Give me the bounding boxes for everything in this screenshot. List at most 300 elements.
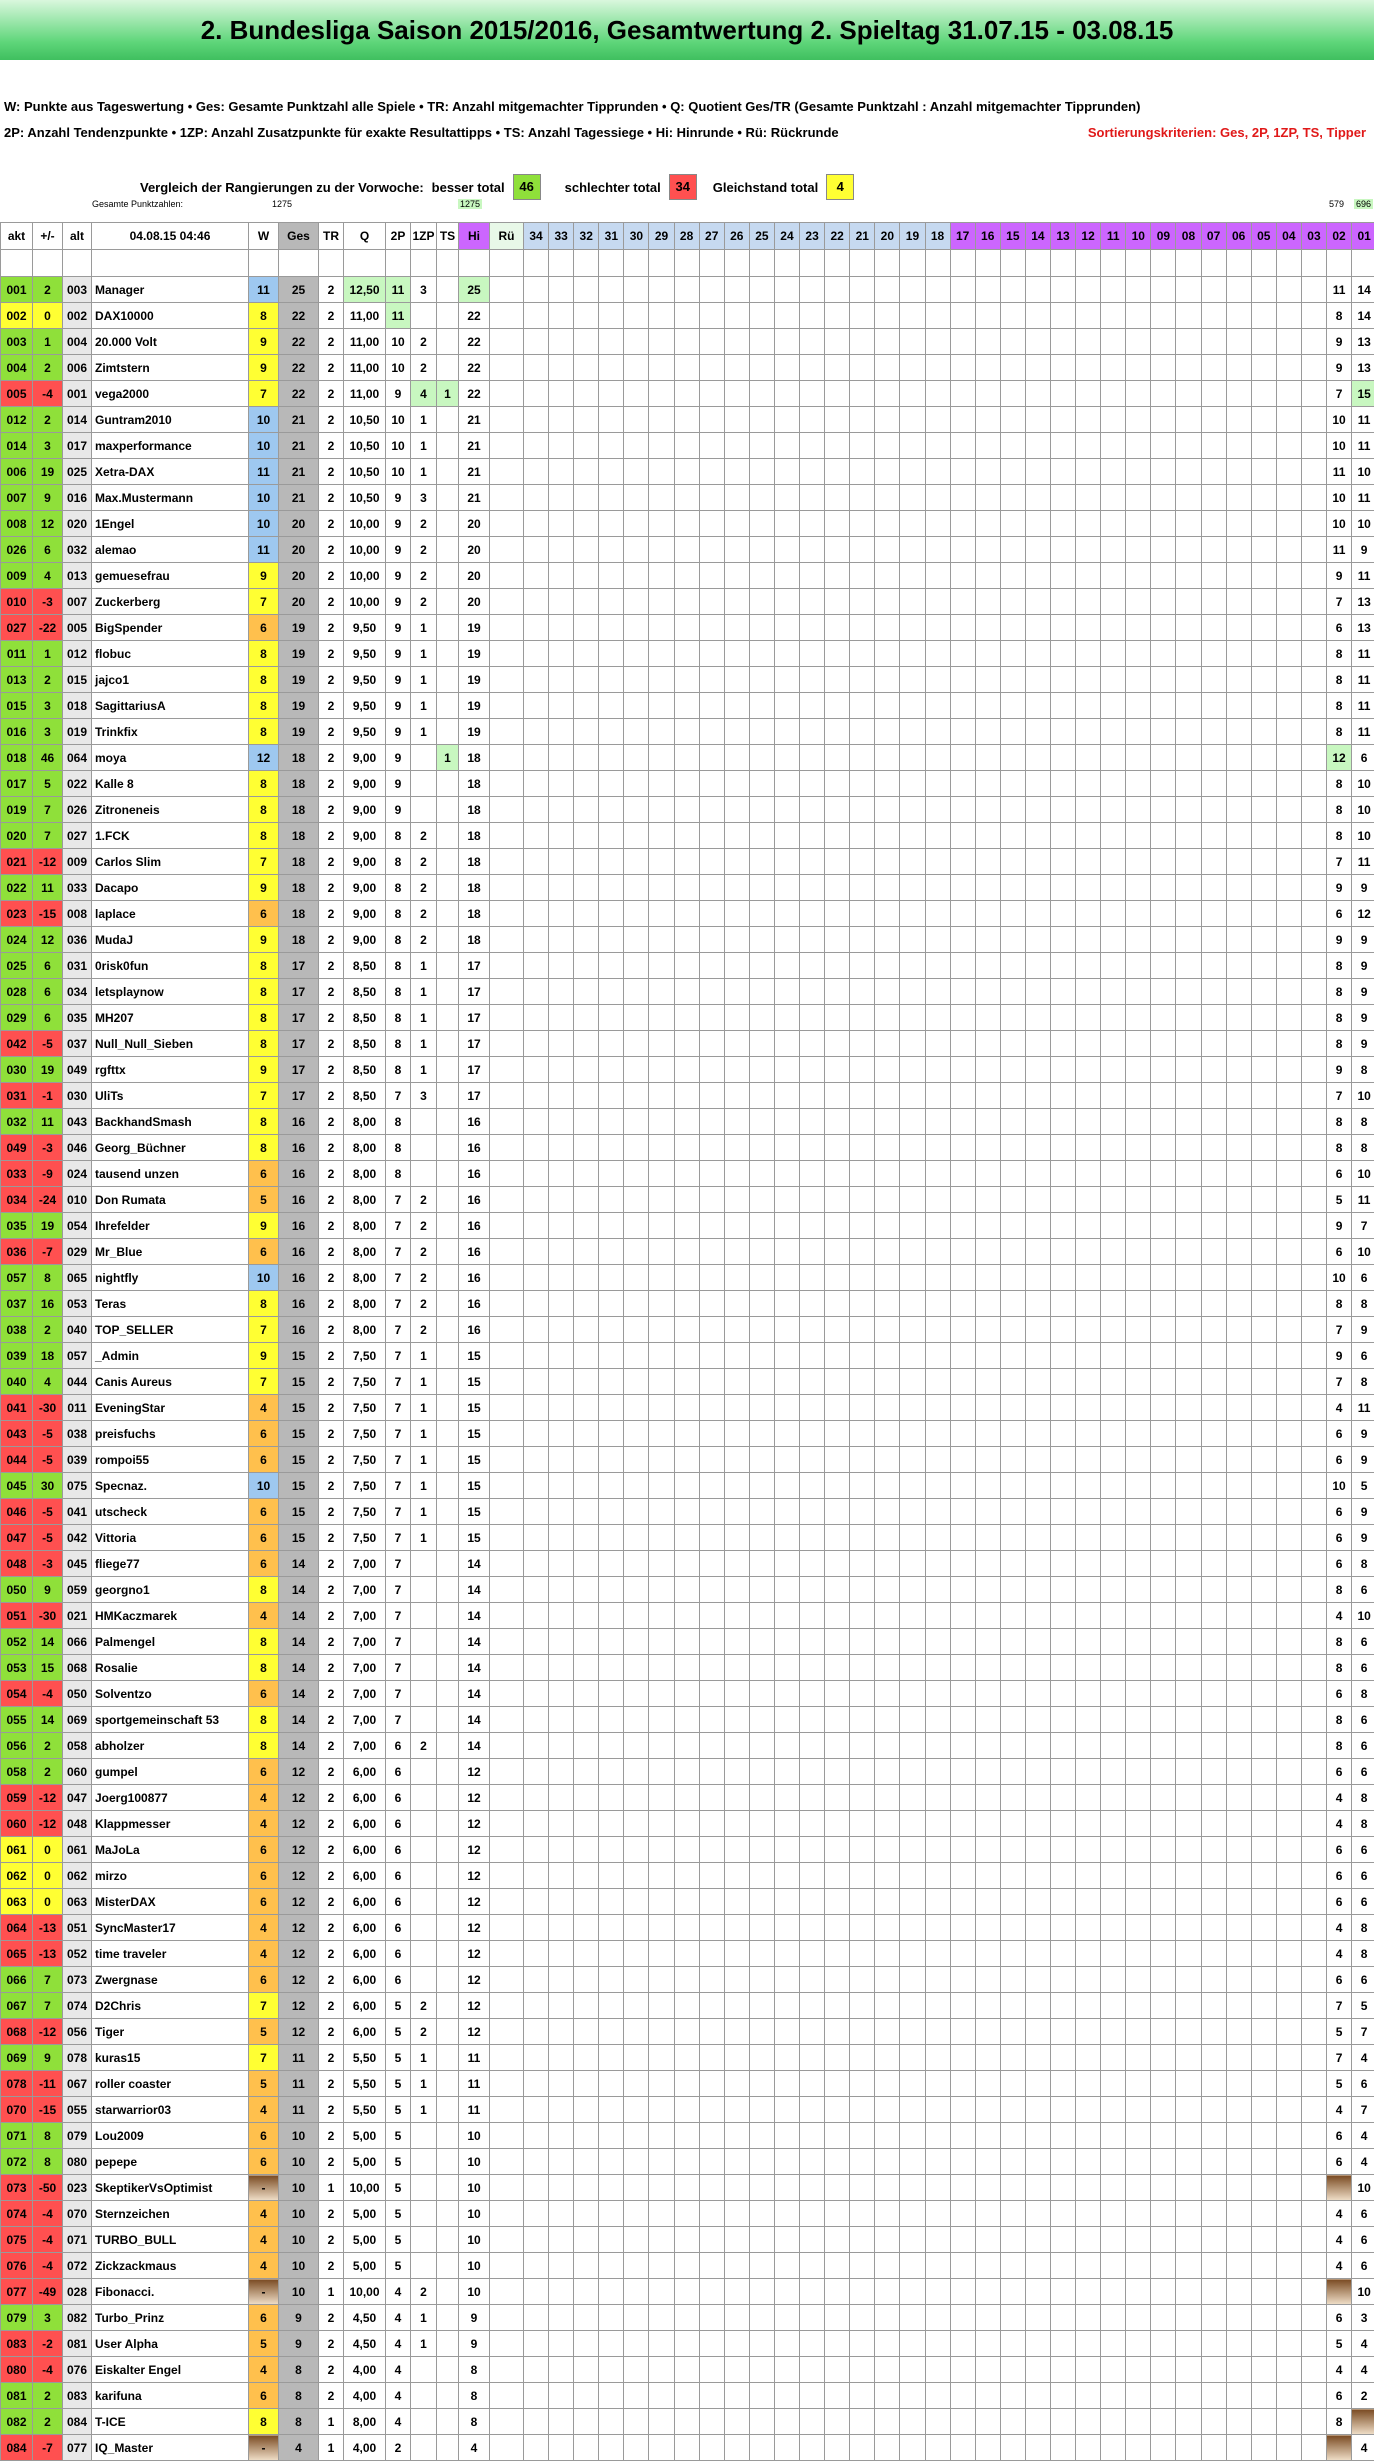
cell-day-empty <box>774 537 799 563</box>
cell-day-empty <box>900 1109 925 1135</box>
cell-day-02: 6 <box>1327 2149 1352 2175</box>
cell-day-empty <box>1301 927 1326 953</box>
cell-day-empty <box>975 2279 1000 2305</box>
spacer-cell <box>344 250 386 277</box>
cell-hi: 22 <box>459 355 490 381</box>
cell-day-02: 6 <box>1327 1421 1352 1447</box>
cell-p2: 7 <box>386 1291 411 1317</box>
cell-day-empty <box>800 1993 825 2019</box>
cell-day-empty <box>524 355 549 381</box>
cell-day-empty <box>524 719 549 745</box>
cell-day-empty <box>599 1369 624 1395</box>
cell-day-empty <box>549 2279 574 2305</box>
cell-day-empty <box>574 1603 599 1629</box>
cell-day-empty <box>1025 823 1050 849</box>
cell-w: 6 <box>249 1421 279 1447</box>
cell-w: 7 <box>249 589 279 615</box>
cell-day-empty <box>749 1629 774 1655</box>
cell-day-empty <box>1176 1941 1201 1967</box>
cell-day-empty <box>599 433 624 459</box>
cell-day-empty <box>1151 1863 1176 1889</box>
cell-day-empty <box>1025 1369 1050 1395</box>
cell-day-empty <box>1251 2435 1276 2461</box>
cell-hi: 10 <box>459 2201 490 2227</box>
cell-zp <box>411 1889 437 1915</box>
cell-ru <box>490 1655 524 1681</box>
header-day-30: 30 <box>624 223 649 250</box>
cell-day-empty <box>699 1863 724 1889</box>
cell-akt: 021 <box>1 849 33 875</box>
cell-akt: 064 <box>1 1915 33 1941</box>
cell-ts <box>437 1057 459 1083</box>
cell-day-empty <box>800 2227 825 2253</box>
cell-day-empty <box>1276 693 1301 719</box>
cell-day-empty <box>925 797 950 823</box>
cell-day-empty <box>1050 2227 1075 2253</box>
cell-day-empty <box>549 2175 574 2201</box>
cell-day-empty <box>925 1057 950 1083</box>
cell-day-empty <box>825 2409 850 2435</box>
cell-day-empty <box>875 745 900 771</box>
cell-akt: 010 <box>1 589 33 615</box>
cell-day-empty <box>975 1863 1000 1889</box>
cell-akt: 025 <box>1 953 33 979</box>
cell-day-empty <box>524 1291 549 1317</box>
cell-day-empty <box>1101 901 1126 927</box>
cell-day-empty <box>1226 1317 1251 1343</box>
cell-day-empty <box>1226 459 1251 485</box>
cell-day-empty <box>549 1447 574 1473</box>
cell-ts <box>437 1343 459 1369</box>
table-row <box>1 1005 1374 1031</box>
cell-day-empty <box>574 2123 599 2149</box>
cell-day-empty <box>574 1291 599 1317</box>
cell-alt: 073 <box>63 1967 92 1993</box>
cell-day-empty <box>649 1369 674 1395</box>
table-row <box>1 1837 1374 1863</box>
cell-day-empty <box>1176 1291 1201 1317</box>
cell-akt: 033 <box>1 1161 33 1187</box>
cell-day-empty <box>1176 927 1201 953</box>
cell-day-empty <box>800 589 825 615</box>
cell-day-empty <box>950 927 975 953</box>
cell-day-empty <box>1251 407 1276 433</box>
cell-day-empty <box>1050 2305 1075 2331</box>
cell-day-empty <box>1050 1369 1075 1395</box>
cell-alt: 064 <box>63 745 92 771</box>
cell-day-empty <box>524 1369 549 1395</box>
cell-day-empty <box>800 277 825 303</box>
header-day-34: 34 <box>524 223 549 250</box>
cell-day-01: 5 <box>1352 1473 1374 1499</box>
cell-hi: 21 <box>459 485 490 511</box>
cell-day-01: 11 <box>1352 719 1374 745</box>
cell-day-empty <box>925 459 950 485</box>
cell-day-empty <box>774 1187 799 1213</box>
cell-alt: 078 <box>63 2045 92 2071</box>
cell-day-empty <box>1276 1733 1301 1759</box>
cell-day-empty <box>1201 277 1226 303</box>
cell-day-empty <box>825 1265 850 1291</box>
cell-day-empty <box>1301 2383 1326 2409</box>
spacer-cell <box>279 250 319 277</box>
cell-zp: 1 <box>411 979 437 1005</box>
cell-day-empty <box>749 433 774 459</box>
cell-day-empty <box>624 1655 649 1681</box>
cell-ts <box>437 459 459 485</box>
cell-day-empty <box>724 823 749 849</box>
cell-day-empty <box>549 719 574 745</box>
cell-day-01: 15 <box>1352 381 1374 407</box>
cell-day-empty <box>524 771 549 797</box>
cell-day-empty <box>825 1629 850 1655</box>
cell-day-empty <box>1276 1343 1301 1369</box>
cell-day-empty <box>1101 1187 1126 1213</box>
cell-day-empty <box>1301 901 1326 927</box>
cell-day-02: 9 <box>1327 355 1352 381</box>
cell-day-empty <box>1076 1811 1101 1837</box>
cell-day-empty <box>825 1291 850 1317</box>
cell-day-empty <box>950 1057 975 1083</box>
cell-hi: 12 <box>459 1967 490 1993</box>
cell-p2: 9 <box>386 537 411 563</box>
cell-day-empty <box>1151 1603 1176 1629</box>
cell-day-empty <box>1126 1915 1151 1941</box>
cell-day-empty <box>1201 1655 1226 1681</box>
totals-ges: 1275 <box>272 199 293 209</box>
table-row <box>1 2279 1374 2305</box>
cell-alt: 002 <box>63 303 92 329</box>
cell-ts <box>437 407 459 433</box>
cell-day-empty <box>1201 433 1226 459</box>
cell-day-empty <box>699 667 724 693</box>
cell-zp <box>411 2227 437 2253</box>
cell-akt: 003 <box>1 329 33 355</box>
cell-day-empty <box>649 719 674 745</box>
cell-day-empty <box>1101 1317 1126 1343</box>
cell-day-empty <box>1301 1577 1326 1603</box>
cell-day-01 <box>1352 2409 1374 2435</box>
cell-day-empty <box>699 927 724 953</box>
cell-pm: 9 <box>33 2045 63 2071</box>
cell-day-empty <box>549 2123 574 2149</box>
cell-day-empty <box>975 563 1000 589</box>
cell-zp: 2 <box>411 875 437 901</box>
cell-day-empty <box>724 2175 749 2201</box>
cell-day-empty <box>1226 1733 1251 1759</box>
cell-day-empty <box>1276 2019 1301 2045</box>
cell-day-empty <box>900 1941 925 1967</box>
cell-day-empty <box>1276 303 1301 329</box>
cell-day-empty <box>1276 2071 1301 2097</box>
cell-day-empty <box>1101 641 1126 667</box>
cell-day-empty <box>950 1447 975 1473</box>
header-day-04: 04 <box>1276 223 1301 250</box>
cell-hi: 19 <box>459 641 490 667</box>
header-ges: Ges <box>279 223 319 250</box>
cell-tr: 2 <box>319 1499 344 1525</box>
cell-day-01: 10 <box>1352 1083 1374 1109</box>
cell-day-empty <box>599 329 624 355</box>
cell-day-empty <box>749 1395 774 1421</box>
cell-tr: 2 <box>319 615 344 641</box>
cell-day-empty <box>1151 849 1176 875</box>
cell-day-empty <box>574 1369 599 1395</box>
cell-day-empty <box>1126 1941 1151 1967</box>
cell-day-empty <box>1000 1551 1025 1577</box>
cell-ru <box>490 1109 524 1135</box>
cell-day-empty <box>1176 953 1201 979</box>
cell-q: 7,00 <box>344 1707 386 1733</box>
cell-day-empty <box>549 1551 574 1577</box>
cell-day-empty <box>1126 1993 1151 2019</box>
cell-day-empty <box>1050 1473 1075 1499</box>
cell-day-01: 6 <box>1352 1837 1374 1863</box>
cell-day-empty <box>1151 1525 1176 1551</box>
cell-pm: -15 <box>33 901 63 927</box>
cell-day-empty <box>925 2305 950 2331</box>
cell-day-empty <box>599 1135 624 1161</box>
cell-day-empty <box>850 2435 875 2461</box>
cell-day-empty <box>574 2383 599 2409</box>
cell-day-empty <box>1201 1785 1226 1811</box>
cell-day-empty <box>1226 1811 1251 1837</box>
cell-hi: 11 <box>459 2097 490 2123</box>
cell-day-empty <box>749 589 774 615</box>
spacer-cell <box>925 250 950 277</box>
cell-day-empty <box>574 303 599 329</box>
cell-day-empty <box>825 797 850 823</box>
cell-day-empty <box>1000 1135 1025 1161</box>
cell-day-empty <box>1076 2383 1101 2409</box>
page-title: 2. Bundesliga Saison 2015/2016, Gesamtwertung 2. Spieltag 31.07.15 - 03.08.15 <box>0 0 1374 60</box>
cell-name: HMKaczmarek <box>92 1603 249 1629</box>
cell-ges: 22 <box>279 329 319 355</box>
cell-day-empty <box>900 563 925 589</box>
cell-day-empty <box>950 2357 975 2383</box>
cell-day-empty <box>850 1785 875 1811</box>
cell-day-empty <box>1201 1239 1226 1265</box>
cell-day-empty <box>925 1161 950 1187</box>
cell-day-empty <box>950 1265 975 1291</box>
cell-day-empty <box>1226 771 1251 797</box>
cell-ts <box>437 1473 459 1499</box>
cell-p2: 8 <box>386 1135 411 1161</box>
cell-day-empty <box>574 719 599 745</box>
cell-day-empty <box>674 2149 699 2175</box>
cell-day-empty <box>774 2435 799 2461</box>
cell-pm: 2 <box>33 667 63 693</box>
table-row <box>1 1915 1374 1941</box>
cell-q: 8,50 <box>344 953 386 979</box>
cell-tr: 2 <box>319 901 344 927</box>
cell-day-empty <box>850 329 875 355</box>
cell-day-empty <box>875 303 900 329</box>
cell-ts <box>437 823 459 849</box>
cell-day-empty <box>1176 1551 1201 1577</box>
cell-q: 7,00 <box>344 1655 386 1681</box>
cell-day-empty <box>975 381 1000 407</box>
cell-p2: 8 <box>386 823 411 849</box>
cell-day-empty <box>925 1577 950 1603</box>
cell-day-empty <box>1050 1863 1075 1889</box>
cell-day-empty <box>1000 1655 1025 1681</box>
cell-p2: 5 <box>386 2045 411 2071</box>
cell-day-empty <box>800 355 825 381</box>
cell-day-empty <box>699 2383 724 2409</box>
cell-day-empty <box>875 1733 900 1759</box>
cell-day-empty <box>1201 1499 1226 1525</box>
cell-q: 6,00 <box>344 1889 386 1915</box>
cell-day-empty <box>1126 1239 1151 1265</box>
cell-ru <box>490 511 524 537</box>
cell-day-empty <box>1076 1005 1101 1031</box>
cell-day-empty <box>1025 2409 1050 2435</box>
cell-day-empty <box>774 2097 799 2123</box>
cell-day-empty <box>649 667 674 693</box>
cell-ru <box>490 1005 524 1031</box>
cell-alt: 076 <box>63 2357 92 2383</box>
cell-day-empty <box>1000 329 1025 355</box>
cell-day-empty <box>1000 1317 1025 1343</box>
cell-day-empty <box>1000 485 1025 511</box>
cell-day-empty <box>1050 563 1075 589</box>
cell-day-empty <box>925 1967 950 1993</box>
cell-akt: 045 <box>1 1473 33 1499</box>
cell-day-empty <box>574 1343 599 1369</box>
cell-akt: 028 <box>1 979 33 1005</box>
cell-day-empty <box>1126 2279 1151 2305</box>
cell-day-empty <box>1151 329 1176 355</box>
cell-name: IQ_Master <box>92 2435 249 2461</box>
cell-q: 5,50 <box>344 2097 386 2123</box>
cell-day-02: 11 <box>1327 537 1352 563</box>
cell-day-empty <box>1101 693 1126 719</box>
cell-day-empty <box>649 381 674 407</box>
cell-day-empty <box>900 2409 925 2435</box>
cell-day-empty <box>1276 1629 1301 1655</box>
cell-q: 10,00 <box>344 511 386 537</box>
cell-day-empty <box>1076 537 1101 563</box>
cell-day-empty <box>1151 1577 1176 1603</box>
cell-q: 10,00 <box>344 589 386 615</box>
cell-w: 8 <box>249 771 279 797</box>
cell-day-empty <box>1301 979 1326 1005</box>
cell-w: 7 <box>249 1993 279 2019</box>
cell-day-empty <box>1126 277 1151 303</box>
cell-zp <box>411 797 437 823</box>
cell-day-empty <box>699 979 724 1005</box>
cell-akt: 084 <box>1 2435 33 2461</box>
cell-day-02: 8 <box>1327 667 1352 693</box>
cell-zp: 1 <box>411 667 437 693</box>
cell-day-empty <box>724 1239 749 1265</box>
cell-day-empty <box>925 1993 950 2019</box>
cell-q: 9,00 <box>344 849 386 875</box>
cell-akt: 076 <box>1 2253 33 2279</box>
cell-day-empty <box>674 2279 699 2305</box>
cell-day-empty <box>975 1317 1000 1343</box>
cell-hi: 16 <box>459 1135 490 1161</box>
cell-day-empty <box>524 927 549 953</box>
cell-day-empty <box>800 511 825 537</box>
cell-ts <box>437 1941 459 1967</box>
cell-w: 8 <box>249 1655 279 1681</box>
cell-ges: 25 <box>279 277 319 303</box>
cell-day-empty <box>1151 901 1176 927</box>
cell-ru <box>490 1421 524 1447</box>
cell-day-empty <box>674 1213 699 1239</box>
cell-ru <box>490 563 524 589</box>
cell-day-02: 8 <box>1327 1291 1352 1317</box>
cell-p2: 2 <box>386 2435 411 2461</box>
cell-day-empty <box>825 563 850 589</box>
cell-day-empty <box>800 485 825 511</box>
cell-day-empty <box>1301 2175 1326 2201</box>
cell-day-empty <box>1151 2123 1176 2149</box>
cell-day-empty <box>549 2435 574 2461</box>
cell-day-empty <box>624 1733 649 1759</box>
cell-day-empty <box>774 1785 799 1811</box>
cell-day-empty <box>1201 1915 1226 1941</box>
cell-day-empty <box>875 2045 900 2071</box>
cell-day-empty <box>1301 329 1326 355</box>
cell-day-empty <box>925 1083 950 1109</box>
cell-day-empty <box>800 1291 825 1317</box>
cell-day-empty <box>524 433 549 459</box>
cell-day-empty <box>950 303 975 329</box>
cell-alt: 001 <box>63 381 92 407</box>
cell-day-empty <box>1301 1343 1326 1369</box>
cell-day-empty <box>774 1031 799 1057</box>
cell-alt: 080 <box>63 2149 92 2175</box>
cell-day-empty <box>724 1967 749 1993</box>
cell-day-empty <box>549 1239 574 1265</box>
cell-day-empty <box>724 2357 749 2383</box>
cell-day-empty <box>749 849 774 875</box>
cell-ru <box>490 875 524 901</box>
cell-day-empty <box>1050 849 1075 875</box>
cell-day-empty <box>900 1889 925 1915</box>
cell-name: TOP_SELLER <box>92 1317 249 1343</box>
cell-day-empty <box>1151 303 1176 329</box>
cell-day-empty <box>599 1863 624 1889</box>
cell-day-empty <box>624 2357 649 2383</box>
table-row <box>1 2045 1374 2071</box>
cell-day-empty <box>1201 1109 1226 1135</box>
table-row <box>1 1967 1374 1993</box>
cell-day-01: 9 <box>1352 875 1374 901</box>
cell-day-empty <box>1126 1863 1151 1889</box>
cell-day-empty <box>925 849 950 875</box>
cell-day-empty <box>1276 641 1301 667</box>
cell-day-empty <box>1076 459 1101 485</box>
cell-day-empty <box>1301 459 1326 485</box>
cell-day-empty <box>599 1447 624 1473</box>
cell-day-empty <box>549 2227 574 2253</box>
cell-day-empty <box>1301 1525 1326 1551</box>
cell-day-empty <box>925 1889 950 1915</box>
cell-day-empty <box>1101 2123 1126 2149</box>
cell-day-empty <box>975 771 1000 797</box>
cell-ts <box>437 1499 459 1525</box>
cell-akt: 005 <box>1 381 33 407</box>
cell-q: 4,00 <box>344 2435 386 2461</box>
cell-day-empty <box>699 407 724 433</box>
cell-day-empty <box>950 1135 975 1161</box>
cell-day-empty <box>599 1395 624 1421</box>
cell-day-empty <box>649 2227 674 2253</box>
